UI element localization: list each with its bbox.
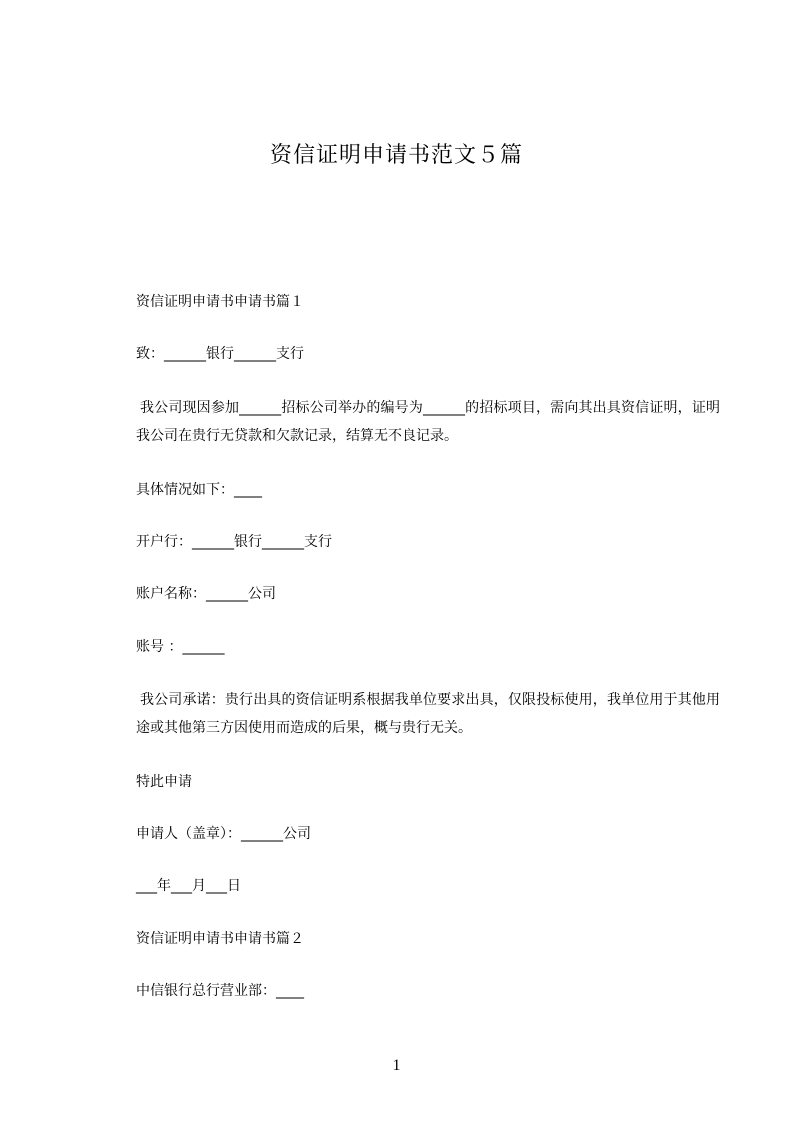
recipient-line: 中信银行总行营业部：____: [136, 983, 304, 999]
bank-line: 开户行：______银行______支行: [136, 534, 332, 550]
account-name-line: 账户名称：______公司: [136, 586, 276, 602]
section-heading-2: 资信证明申请书申请书篇２: [136, 931, 304, 947]
page-number: 1: [392, 1057, 401, 1074]
account-number-line: 账号 ：______: [136, 639, 225, 655]
addressee-line: 致：______银行______支行: [136, 346, 304, 362]
applicant-line: 申请人（盖章）：______公司: [136, 826, 311, 842]
closing-line: 特此申请: [136, 774, 192, 790]
date-line: ___年___月___日: [136, 878, 241, 894]
section-heading-1: 资信证明申请书申请书篇１: [136, 294, 304, 310]
document-title: 资信证明申请书范文５篇: [269, 143, 523, 168]
details-line: 具体情况如下：____: [136, 482, 262, 498]
body-paragraph-2: 我公司承诺：贵行出具的资信证明系根据我单位要求出具，仅限投标使用，我单位用于其他用途或其他第三方因使用而造成的后果，概与贵行无关。: [136, 692, 720, 736]
body-paragraph-1: 我公司现因参加______招标公司举办的编号为______的招标项目，需向其出具资信证明，证明我公司在贵行无贷款和欠款记录，结算无不良记录。: [136, 400, 720, 444]
